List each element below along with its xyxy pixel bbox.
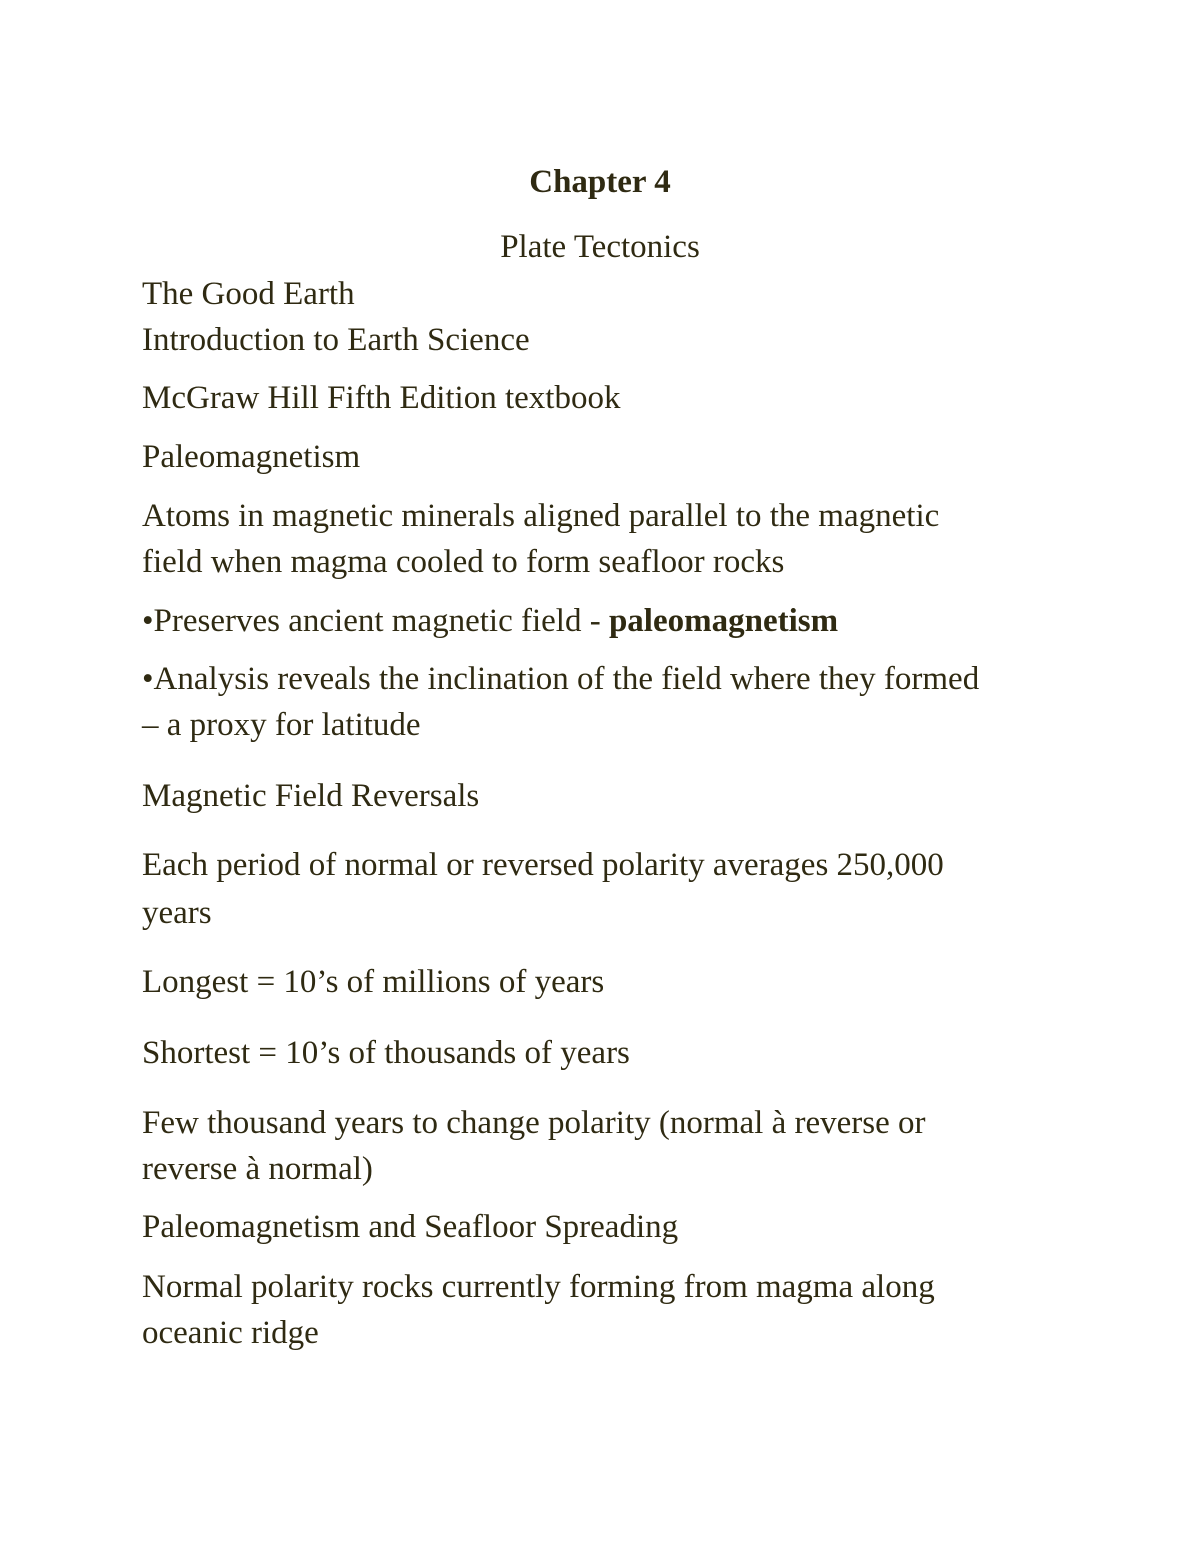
paragraph-few-thousand-line-2: reverse à normal) bbox=[142, 1151, 373, 1187]
chapter-title: Chapter 4 bbox=[529, 164, 671, 200]
heading-magnetic-reversals: Magnetic Field Reversals bbox=[142, 778, 480, 814]
bullet-analysis-line-2: – a proxy for latitude bbox=[142, 707, 421, 743]
bullet-analysis-line-1: •Analysis reveals the inclination of the field where they formed bbox=[142, 661, 980, 697]
heading-paleomagnetism: Paleomagnetism bbox=[142, 439, 361, 475]
chapter-subtitle: Plate Tectonics bbox=[500, 229, 700, 265]
paragraph-atoms-line-2: field when magma cooled to form seafloor rocks bbox=[142, 544, 785, 580]
book-subtitle: Introduction to Earth Science bbox=[142, 322, 530, 358]
paragraph-longest: Longest = 10’s of millions of years bbox=[142, 964, 605, 1000]
heading-seafloor-spreading: Paleomagnetism and Seafloor Spreading bbox=[142, 1209, 679, 1245]
bullet-preserves-text: •Preserves ancient magnetic field - bbox=[142, 603, 609, 639]
paragraph-atoms-line-1: Atoms in magnetic minerals aligned parallel to the magnetic bbox=[142, 498, 940, 534]
paragraph-normal-line-1: Normal polarity rocks currently forming from magma along bbox=[142, 1269, 935, 1305]
paragraph-shortest: Shortest = 10’s of thousands of years bbox=[142, 1035, 630, 1071]
paragraph-period-line-2: years bbox=[142, 895, 212, 931]
paragraph-few-thousand-line-1: Few thousand years to change polarity (normal à reverse or bbox=[142, 1105, 926, 1141]
paragraph-normal-line-2: oceanic ridge bbox=[142, 1315, 319, 1351]
book-title: The Good Earth bbox=[142, 276, 355, 312]
bullet-preserves bbox=[142, 601, 838, 641]
paragraph-period-line-1: Each period of normal or reversed polarity averages 250,000 bbox=[142, 847, 944, 883]
edition-line: McGraw Hill Fifth Edition textbook bbox=[142, 380, 621, 416]
bullet-preserves-term: paleomagnetism bbox=[608, 603, 839, 639]
